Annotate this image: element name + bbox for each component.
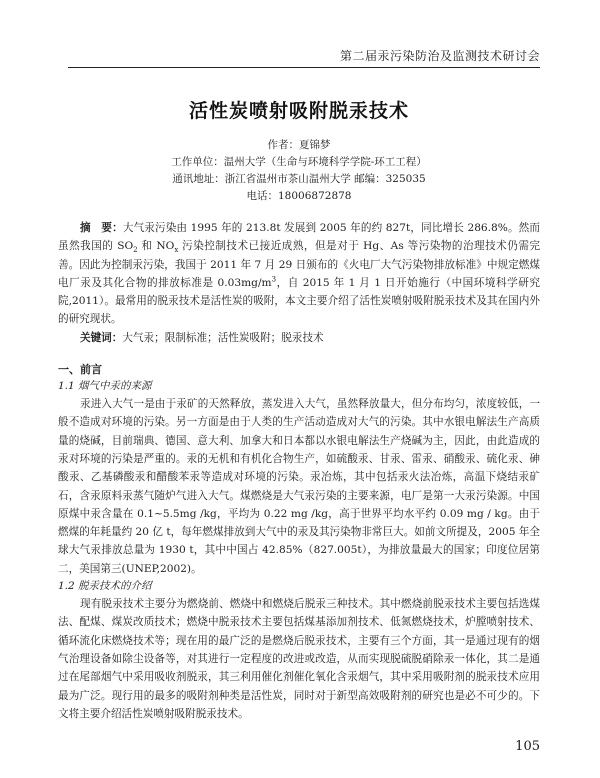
conference-title: 第二届汞污染防治及监测技术研讨会 <box>339 49 540 63</box>
abstract-block <box>58 219 540 347</box>
phone-line <box>58 188 540 205</box>
affiliation-label: 工作单位： <box>171 156 224 168</box>
keywords-label: 关键词： <box>80 331 123 344</box>
author-line <box>58 137 540 154</box>
author-info <box>58 137 540 205</box>
paragraph-mercury-sources <box>58 395 540 578</box>
abstract-paragraph <box>58 219 540 329</box>
abstract-text-4: ，自 2015 年 1 月 1 日开始施行（中国环境科学研究院,2011）。最常用的脱汞技术是活性炭的吸附，本文主要介绍了活性炭喷射吸附脱汞技术及其在国内外的研究现状。 <box>58 276 540 326</box>
address: 浙江省温州市茶山温州大学 <box>224 173 351 185</box>
paragraph-text: 现有脱汞技术主要分为燃烧前、燃烧中和燃烧后脱汞三种技术。其中燃烧前脱汞技术主要包括选煤法、配煤、煤炭改质技术；燃烧中脱汞技术主要包括煤基添加剂技术、低氮燃烧技术，炉膛喷射技术、循环流化床燃烧技术等；现在用的最广泛的是燃烧后脱汞技术，主要有三个方面，其一是通过现有的烟气治理设备如除尘设备等，对其进行一定程度的改进或改造，从而实现脱硫脱硝除汞一体化，其二是通过在尾部烟气中采用吸收剂脱汞，其三利用催化剂催化氧化含汞烟气，其中采用吸附剂的脱汞技术应用最为广泛。现行用的最多的吸附剂种类是活性炭，同时对于新型高效吸附剂的研究也是必不可少的。下文将主要介绍活性炭喷射吸附脱汞技术。 <box>58 598 540 720</box>
address-label: 通讯地址： <box>172 173 225 185</box>
abstract-text-2: 和 NO <box>137 240 175 253</box>
keywords: 大气汞；限制标准；活性炭吸附；脱汞技术 <box>122 331 324 344</box>
abstract-text-1: 大气汞污染由 1995 年的 213.8t 发展到 2005 年的约 827t，同比增长 286.8%。然而虽然我国的 SO <box>58 222 540 253</box>
affiliation-line <box>58 154 540 171</box>
subsection-heading-mercury-sources: 1.1 烟气中汞的来源 <box>58 380 152 393</box>
page-number: 105 <box>515 739 540 755</box>
paper-title: 活性炭喷射吸附脱汞技术 <box>188 100 409 122</box>
postcode-label: 邮编： <box>354 173 386 185</box>
author-name: 夏锦梦 <box>299 139 331 151</box>
paragraph-demercury-tech <box>58 595 540 723</box>
phone-label: 电话： <box>246 190 278 202</box>
abstract-text-3: 污染控制技术已接近成熟，但是对于 Hg、As 等污染物的治理技术仍需完善。因此为控制汞污染，我国于 2011 年 7 月 29 日颁布的《火电厂大气污染物排放标准》中规定燃煤电厂汞及其化合物的排放标准是 0.03mg/m <box>58 240 540 289</box>
paragraph-text: 汞进入大气一是由于汞矿的天然释放，蒸发进入大气，虽然释放量大，但分布均匀，浓度较低，一般不造成对环境的污染。另一方面是由于人类的生产活动造成对大气的污染。其中水银电解法生产高质量的烧碱，目前瑞典、德国、意大利、加拿大和日本都以水银电解法生产烧碱为主，因此，由此造成的汞对环境的污染是严重的。汞的无机和有机化合物生产，如硫酸汞、甘汞、雷汞、硝酸汞、硫化汞、砷酸汞、乙基磷酸汞和醋酸苯汞等造成对环境的污染。汞冶炼，其中包括汞火法冶炼，高温下烧结汞矿石，含汞原料汞蒸气随炉气进入大气。煤燃烧是大气汞污染的主要来源，电厂是第一大汞污染源。中国原煤中汞含量在 0.1~5.5mg /kg，平均为 0.22 mg /kg，高于世界平均水平约 0.09 mg / kg。由于燃煤的年耗量约 20 亿 t，每年燃煤排放到大气中的汞及其污染物非常巨大。如前文所提及，2005 年全球大气汞排放总量为 1930 t，其中中国占 42.85%（827.005t），为排放量最大的国家；印度位居第二，美国第三(UNEP,2002)。 <box>58 398 540 575</box>
so2-subscript: 2 <box>133 246 138 255</box>
postcode: 325035 <box>385 173 426 185</box>
phone-number: 18006872878 <box>278 190 352 202</box>
author-label: 作者： <box>267 139 299 151</box>
section-heading-introduction: 一、前言 <box>58 363 102 377</box>
m3-superscript: 3 <box>271 275 277 284</box>
address-line <box>58 171 540 188</box>
running-header <box>68 47 540 68</box>
subsection-heading-demercury-tech: 1.2 脱汞技术的介绍 <box>58 580 152 593</box>
keywords-line <box>58 329 540 347</box>
affiliation: 温州大学（生命与环境科学学院-环工工程） <box>223 156 427 168</box>
abstract-label: 摘 要： <box>80 222 123 234</box>
nox-subscript: x <box>174 246 179 255</box>
